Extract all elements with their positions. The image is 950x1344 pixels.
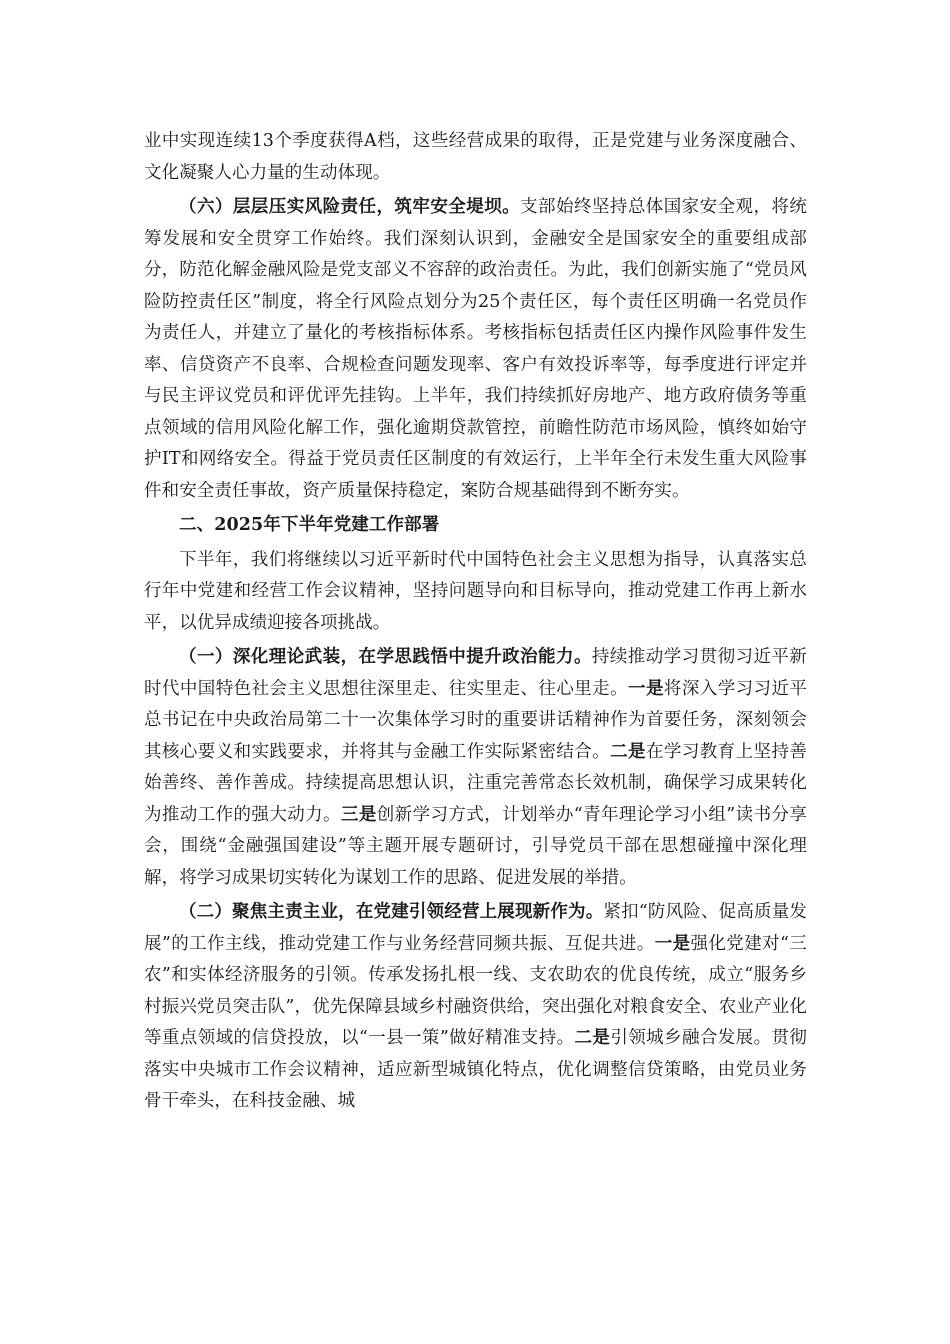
- text-run: 紧扣“防风险、促高质量发展”的工作主线，推动党建工作与业务经营同频共振、互促共进。: [144, 902, 807, 954]
- paragraph-risk-responsibility: [144, 192, 807, 507]
- text-run: 创新学习方式，计划举办“青年理论学习小组”读书分享会，围绕“金融强国建设”等主题开展专题研讨，引导党员干部在思想碰撞中深化理解，将学习成果切实转化为谋划工作的思路、促进发展的举措。: [144, 804, 807, 888]
- text-run: 强化党建对“三农”和实体经济服务的引领。传承发扬扎根一线、支农助农的优良传统，成立“服务乡村振兴党员突击队”，优先保障县域乡村融资供给，突出强化对粮食安全、农业产业化等重点领域的信贷投放，以“一县一策”做好精准支持。: [144, 933, 807, 1048]
- emphasis-first: 一是: [628, 678, 664, 699]
- text-run: 持续推动学习贯彻习近平新时代中国特色社会主义思想往深里走、往实里走、往心里走。: [144, 647, 807, 699]
- text-run: 引领城乡融合发展。贯彻落实中央城市工作会议精神，适应新型城镇化特点，优化调整信贷策略，由党员业务骨干牵头，在科技金融、城: [144, 1028, 807, 1111]
- emphasis-third: 三是: [340, 804, 377, 825]
- text-run: 在学习教育上坚持善始善终、善作善成。持续提高思想认识，注重完善常态长效机制，确保学习成果转化为推动工作的强大动力。: [144, 741, 807, 825]
- emphasis-first: 一是: [654, 933, 691, 954]
- paragraph-theory-armament: [144, 642, 807, 894]
- text-run: 下半年，我们将继续以习近平新时代中国特色社会主义思想为指导，认真落实总行年中党建和经营工作会议精神，坚持问题导向和目标导向，推动党建工作再上新水平，以优异成绩迎接各项挑战。: [144, 549, 807, 633]
- section-heading-deployment: 二、2025年下半年党建工作部署: [179, 515, 440, 535]
- text-run: 业中实现连续13个季度获得A档，这些经营成果的取得，正是党建与业务深度融合、文化凝聚人心力量的生动体现。: [144, 131, 807, 183]
- paragraph-continuation: [144, 126, 807, 189]
- section-title-business: （二）聚焦主责主业，在党建引领经营上展现新作为。: [179, 902, 604, 922]
- section-title-risk: （六）层层压实风险责任，筑牢安全堤坝。: [179, 197, 521, 217]
- document-page: [144, 126, 807, 1118]
- text-run: 将深入学习习近平总书记在中央政治局第二十一次集体学习时的重要讲话精神作为首要任务，深刻领会其核心要义和实践要求，并将其与金融工作实际紧密结合。: [144, 678, 807, 762]
- paragraph-second-half-intro: [144, 545, 807, 640]
- text-run: 支部始终坚持总体国家安全观，将统筹发展和安全贯穿工作始终。我们深刻认识到，金融安全是国家安全的重要组成部分，防范化解金融风险是党支部义不容辞的政治责任。为此，我们创新实施了“党员风险防控责任区”制度，将全行风险点划分为25个责任区，每个责任区明确一名党员作为责任人，并建立了量化的考核指标体系。考核指标包括责任区内操作风险事件发生率、信贷资产不良率、合规检查问题发现率、客户有效投诉率等，每季度进行评定并与民主评议党员和评优评先挂钩。上半年，我们持续抓好房地产、地方政府债务等重点领域的信用风险化解工作，强化逾期贷款管控，前瞻性防范市场风险，慎终如始守护IT和网络安全。得益于党员责任区制度的有效运行，上半年全行未发生重大风险事件和安全责任事故，资产质量保持稳定，案防合规基础得到不断夯实。: [144, 197, 807, 501]
- paragraph-main-business: [144, 897, 807, 1118]
- section-title-theory: （一）深化理论武装，在学思践悟中提升政治能力。: [179, 647, 592, 667]
- emphasis-second: 二是: [574, 1028, 611, 1048]
- emphasis-second: 二是: [610, 741, 646, 762]
